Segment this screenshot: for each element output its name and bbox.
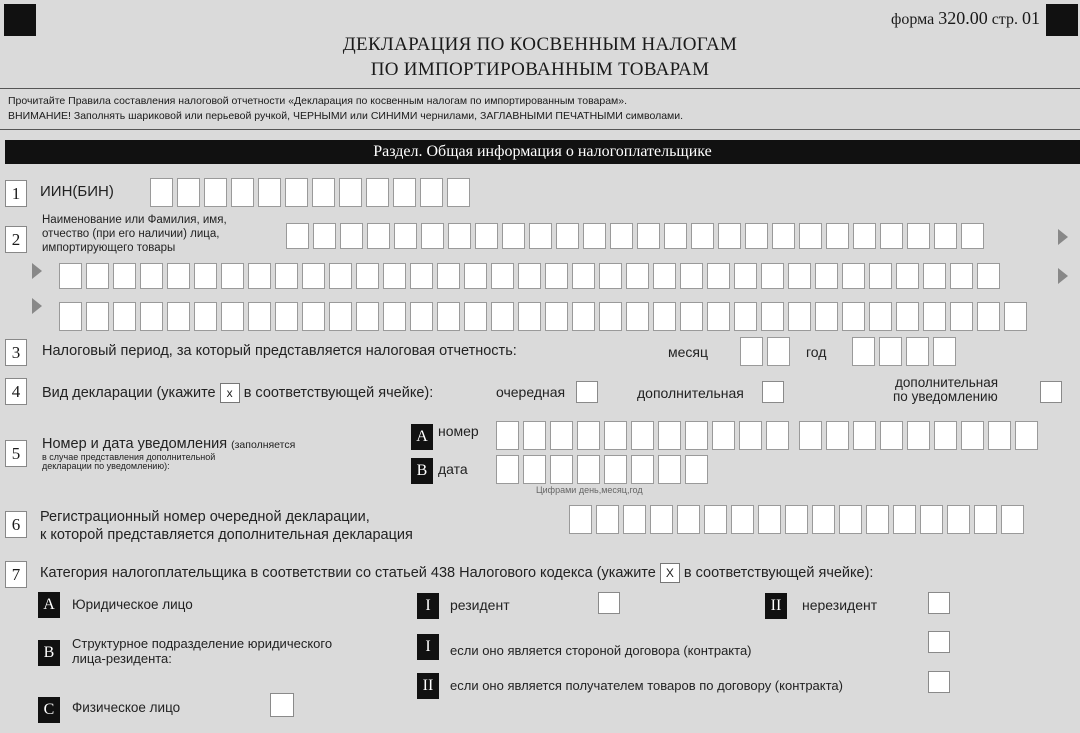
input-cell[interactable] — [367, 223, 390, 249]
instruction-line-2: ВНИМАНИЕ! Заполнять шариковой или перьевой ручкой, ЧЕРНЫМИ или СИНИМИ чернилами, ЗАГЛАВНЫМИ ПЕЧАТНЫМИ символами. — [8, 110, 684, 122]
input-cell[interactable] — [788, 263, 811, 289]
individual-checkbox[interactable] — [270, 693, 294, 717]
additional-checkbox[interactable] — [762, 381, 784, 403]
input-cell[interactable] — [653, 302, 676, 331]
notice-date-cells[interactable] — [496, 455, 712, 484]
contract-party-checkbox[interactable] — [928, 631, 950, 653]
input-cell[interactable] — [950, 302, 973, 331]
input-cell[interactable] — [518, 302, 541, 331]
field-3-number: 3 — [5, 339, 27, 366]
input-cell[interactable] — [974, 505, 997, 534]
input-cell[interactable] — [167, 302, 190, 331]
input-cell[interactable] — [556, 223, 579, 249]
input-cell[interactable] — [734, 302, 757, 331]
input-cell[interactable] — [680, 302, 703, 331]
input-cell[interactable] — [437, 263, 460, 289]
field-7-number: 7 — [5, 561, 27, 588]
input-cell[interactable] — [906, 337, 929, 366]
input-cell[interactable] — [577, 421, 600, 450]
field-2-label-1: Наименование или Фамилия, имя, — [42, 214, 227, 226]
input-cell[interactable] — [248, 302, 271, 331]
input-cell[interactable] — [853, 223, 876, 249]
input-cell[interactable] — [275, 263, 298, 289]
date-label: дата — [438, 461, 468, 477]
input-cell[interactable] — [340, 223, 363, 249]
input-cell[interactable] — [583, 223, 606, 249]
input-cell[interactable] — [1001, 505, 1024, 534]
input-cell[interactable] — [1004, 302, 1027, 331]
name-cells-row-2[interactable] — [59, 263, 1004, 289]
input-cell[interactable] — [464, 302, 487, 331]
input-cell[interactable] — [712, 421, 735, 450]
input-cell[interactable] — [329, 263, 352, 289]
instructions — [0, 88, 1080, 130]
continue-arrow-icon — [32, 263, 42, 279]
input-cell[interactable] — [383, 302, 406, 331]
input-cell[interactable] — [383, 263, 406, 289]
notice-checkbox[interactable] — [1040, 381, 1062, 403]
input-cell[interactable] — [420, 178, 443, 207]
year-cells[interactable] — [852, 337, 960, 366]
section-title: Раздел. Общая информация о налогоплательщике — [5, 140, 1080, 164]
additional-label: дополнительная — [637, 385, 744, 401]
resident-label: резидент — [450, 597, 510, 613]
input-cell[interactable] — [604, 421, 627, 450]
input-cell[interactable] — [366, 178, 389, 207]
date-hint: Цифрами день,месяц,год — [536, 485, 643, 495]
input-cell[interactable] — [934, 421, 957, 450]
input-cell[interactable] — [523, 455, 546, 484]
form-code — [891, 8, 1040, 29]
input-cell[interactable] — [572, 302, 595, 331]
input-cell[interactable] — [826, 421, 849, 450]
input-cell[interactable] — [113, 302, 136, 331]
tag-i: I — [417, 593, 439, 619]
input-cell[interactable] — [852, 337, 875, 366]
field-1-label: ИИН(БИН) — [40, 183, 114, 200]
input-cell[interactable] — [869, 302, 892, 331]
tag-b: B — [411, 458, 433, 484]
input-cell[interactable] — [826, 223, 849, 249]
goods-recipient-checkbox[interactable] — [928, 671, 950, 693]
input-cell[interactable] — [329, 302, 352, 331]
input-cell[interactable] — [842, 302, 865, 331]
input-cell[interactable] — [550, 421, 573, 450]
instruction-line-1: Прочитайте Правила составления налоговой отчетности «Декларация по косвенным налогам по импортированным товарам». — [8, 95, 628, 107]
number-label: номер — [438, 423, 479, 439]
input-cell[interactable] — [410, 263, 433, 289]
input-cell[interactable] — [718, 223, 741, 249]
month-label: месяц — [668, 344, 709, 360]
input-cell[interactable] — [626, 263, 649, 289]
input-cell[interactable] — [653, 263, 676, 289]
field-4-label-post: в соответствующей ячейке): — [243, 384, 434, 401]
tag-a: A — [38, 592, 60, 618]
input-cell[interactable] — [650, 505, 673, 534]
input-cell[interactable] — [631, 421, 654, 450]
input-cell[interactable] — [312, 178, 335, 207]
input-cell[interactable] — [631, 455, 654, 484]
input-cell[interactable] — [799, 223, 822, 249]
input-cell[interactable] — [815, 302, 838, 331]
input-cell[interactable] — [1015, 421, 1038, 450]
input-cell[interactable] — [86, 302, 109, 331]
continue-arrow-icon — [32, 298, 42, 314]
input-cell[interactable] — [961, 223, 984, 249]
input-cell[interactable] — [707, 263, 730, 289]
field-2-number: 2 — [5, 226, 27, 253]
input-cell[interactable] — [853, 421, 876, 450]
input-cell[interactable] — [934, 223, 957, 249]
input-cell[interactable] — [313, 223, 336, 249]
input-cell[interactable] — [923, 263, 946, 289]
field-2-label-2: отчество (при его наличии) лица, — [42, 228, 220, 240]
input-cell[interactable] — [680, 263, 703, 289]
input-cell[interactable] — [464, 263, 487, 289]
input-cell[interactable] — [529, 223, 552, 249]
input-cell[interactable] — [988, 421, 1011, 450]
input-cell[interactable] — [177, 178, 200, 207]
input-cell[interactable] — [339, 178, 362, 207]
input-cell[interactable] — [961, 421, 984, 450]
notice-label-2: по уведомлению — [893, 389, 998, 404]
input-cell[interactable] — [933, 337, 956, 366]
input-cell[interactable] — [610, 223, 633, 249]
input-cell[interactable] — [907, 223, 930, 249]
input-cell[interactable] — [113, 263, 136, 289]
regular-checkbox[interactable] — [576, 381, 598, 403]
input-cell[interactable] — [448, 223, 471, 249]
input-cell[interactable] — [550, 455, 573, 484]
input-cell[interactable] — [421, 223, 444, 249]
individual-label: Физическое лицо — [72, 700, 181, 715]
input-cell[interactable] — [772, 223, 795, 249]
input-cell[interactable] — [569, 505, 592, 534]
input-cell[interactable] — [869, 263, 892, 289]
input-cell[interactable] — [150, 178, 173, 207]
input-cell[interactable] — [285, 178, 308, 207]
input-cell[interactable] — [475, 223, 498, 249]
input-cell[interactable] — [140, 263, 163, 289]
tag-ii: II — [765, 593, 787, 619]
nonresident-checkbox[interactable] — [928, 592, 950, 614]
corner-marker-left — [4, 4, 36, 36]
input-cell[interactable] — [59, 263, 82, 289]
title-line-1: ДЕКЛАРАЦИЯ ПО КОСВЕННЫМ НАЛОГАМ — [342, 34, 738, 55]
page-number: 01 — [1022, 8, 1040, 28]
field-7-label — [40, 563, 873, 583]
input-cell[interactable] — [523, 421, 546, 450]
branch-label-1: Структурное подразделение юридического — [72, 636, 333, 651]
input-cell[interactable] — [286, 223, 309, 249]
year-label: год — [806, 344, 827, 360]
input-cell[interactable] — [707, 302, 730, 331]
name-cells-row-1[interactable] — [286, 223, 988, 249]
input-cell[interactable] — [947, 505, 970, 534]
input-cell[interactable] — [758, 505, 781, 534]
input-cell[interactable] — [248, 263, 271, 289]
input-cell[interactable] — [545, 302, 568, 331]
input-cell[interactable] — [572, 263, 595, 289]
input-cell[interactable] — [637, 223, 660, 249]
input-cell[interactable] — [977, 302, 1000, 331]
input-cell[interactable] — [866, 505, 889, 534]
name-cells-row-3[interactable] — [59, 302, 1027, 331]
input-cell[interactable] — [626, 302, 649, 331]
input-cell[interactable] — [740, 337, 763, 366]
input-cell[interactable] — [275, 302, 298, 331]
input-cell[interactable] — [799, 421, 822, 450]
field-5-note-3: декларации по уведомлению): — [42, 461, 170, 471]
input-cell[interactable] — [704, 505, 727, 534]
input-cell[interactable] — [502, 223, 525, 249]
input-cell[interactable] — [677, 505, 700, 534]
field-3-label: Налоговый период, за который представляется налоговая отчетность: — [42, 343, 517, 359]
field-5-note: (заполняется — [231, 439, 296, 451]
input-cell[interactable] — [734, 263, 757, 289]
input-cell[interactable] — [880, 223, 903, 249]
input-cell[interactable] — [812, 505, 835, 534]
input-cell[interactable] — [880, 421, 903, 450]
title-line-2: ПО ИМПОРТИРОВАННЫМ ТОВАРАМ — [370, 59, 710, 80]
input-cell[interactable] — [577, 455, 600, 484]
input-cell[interactable] — [785, 505, 808, 534]
input-cell[interactable] — [788, 302, 811, 331]
input-cell[interactable] — [766, 421, 789, 450]
goods-recipient-label: если оно является получателем товаров по договору (контракта) — [450, 678, 843, 693]
input-cell[interactable] — [685, 455, 708, 484]
field-5-number: 5 — [5, 440, 27, 467]
input-cell[interactable] — [356, 263, 379, 289]
input-cell[interactable] — [221, 263, 244, 289]
input-cell[interactable] — [815, 263, 838, 289]
input-cell[interactable] — [356, 302, 379, 331]
field-6-label-2: к которой представляется дополнительная декларация — [40, 527, 413, 543]
form-label: форма — [890, 11, 935, 28]
input-cell[interactable] — [394, 223, 417, 249]
input-cell[interactable] — [59, 302, 82, 331]
tag-b: B — [38, 640, 60, 666]
tag-a: A — [411, 424, 433, 450]
input-cell[interactable] — [302, 263, 325, 289]
input-cell[interactable] — [761, 302, 784, 331]
tag-c: C — [38, 697, 60, 723]
contract-party-label: если оно является стороной договора (контракта) — [450, 643, 752, 658]
field-7-label-post: в соответствующей ячейке): — [683, 564, 874, 581]
input-cell[interactable] — [739, 421, 762, 450]
field-5-label — [42, 436, 295, 452]
reg-number-cells[interactable] — [569, 505, 1024, 534]
field-1-number: 1 — [5, 180, 27, 207]
field-4-label — [42, 383, 433, 403]
input-cell[interactable] — [658, 455, 681, 484]
continue-arrow-icon — [1058, 229, 1068, 245]
input-cell[interactable] — [879, 337, 902, 366]
input-cell[interactable] — [410, 302, 433, 331]
field-4-number: 4 — [5, 378, 27, 405]
continue-arrow-icon — [1058, 268, 1068, 284]
input-cell[interactable] — [691, 223, 714, 249]
input-cell[interactable] — [767, 337, 790, 366]
field-4-label-pre: Вид декларации (укажите — [42, 384, 216, 401]
input-cell[interactable] — [258, 178, 281, 207]
input-cell[interactable] — [221, 302, 244, 331]
nonresident-label: нерезидент — [802, 597, 878, 613]
regular-label: очередная — [496, 384, 566, 400]
input-cell[interactable] — [896, 302, 919, 331]
input-cell[interactable] — [664, 223, 687, 249]
input-cell[interactable] — [231, 178, 254, 207]
input-cell[interactable] — [447, 178, 470, 207]
input-cell[interactable] — [896, 263, 919, 289]
input-cell[interactable] — [604, 455, 627, 484]
field-6-number: 6 — [5, 511, 27, 538]
input-cell[interactable] — [685, 421, 708, 450]
tag-ii: II — [417, 673, 439, 699]
input-cell[interactable] — [194, 263, 217, 289]
input-cell[interactable] — [393, 178, 416, 207]
form-number: 320.00 — [938, 8, 988, 28]
field-5-note-2: в случае представления дополнительной — [42, 452, 216, 462]
legal-entity-label: Юридическое лицо — [72, 597, 193, 612]
field-7-label-pre: Категория налогоплательщика в соответствии со статьей 438 Налогового кодекса (укажите — [40, 564, 656, 581]
input-cell[interactable] — [658, 421, 681, 450]
branch-label-2: лица-резидента: — [72, 651, 172, 666]
input-cell[interactable] — [596, 505, 619, 534]
page-label: стр. — [991, 11, 1018, 28]
input-cell[interactable] — [599, 263, 622, 289]
input-cell[interactable] — [194, 302, 217, 331]
notice-number-cells[interactable] — [496, 421, 1042, 450]
input-cell[interactable] — [518, 263, 541, 289]
input-cell[interactable] — [623, 505, 646, 534]
field-6-label-1: Регистрационный номер очередной декларации, — [40, 509, 370, 525]
iin-cells[interactable] — [150, 178, 474, 207]
input-cell[interactable] — [761, 263, 784, 289]
input-cell[interactable] — [599, 302, 622, 331]
field-2-label-3: импортирующего товары — [42, 242, 176, 254]
input-cell[interactable] — [731, 505, 754, 534]
input-cell[interactable] — [839, 505, 862, 534]
input-cell[interactable] — [977, 263, 1000, 289]
input-cell[interactable] — [140, 302, 163, 331]
input-cell[interactable] — [86, 263, 109, 289]
input-cell[interactable] — [920, 505, 943, 534]
input-cell[interactable] — [302, 302, 325, 331]
field-5-label-main: Номер и дата уведомления — [42, 436, 228, 452]
resident-checkbox[interactable] — [598, 592, 620, 614]
notice-label-1: дополнительная — [895, 375, 999, 390]
input-cell[interactable] — [496, 421, 519, 450]
input-cell[interactable] — [923, 302, 946, 331]
tag-i: I — [417, 634, 439, 660]
input-cell[interactable] — [437, 302, 460, 331]
input-cell[interactable] — [950, 263, 973, 289]
input-cell[interactable] — [907, 421, 930, 450]
input-cell[interactable] — [167, 263, 190, 289]
input-cell[interactable] — [491, 263, 514, 289]
input-cell[interactable] — [893, 505, 916, 534]
input-cell[interactable] — [204, 178, 227, 207]
x-example-box: x — [220, 383, 240, 403]
input-cell[interactable] — [842, 263, 865, 289]
month-cells[interactable] — [740, 337, 794, 366]
input-cell[interactable] — [545, 263, 568, 289]
input-cell[interactable] — [745, 223, 768, 249]
x-example-box: X — [660, 563, 680, 583]
input-cell[interactable] — [496, 455, 519, 484]
corner-marker-right — [1046, 4, 1078, 36]
input-cell[interactable] — [491, 302, 514, 331]
